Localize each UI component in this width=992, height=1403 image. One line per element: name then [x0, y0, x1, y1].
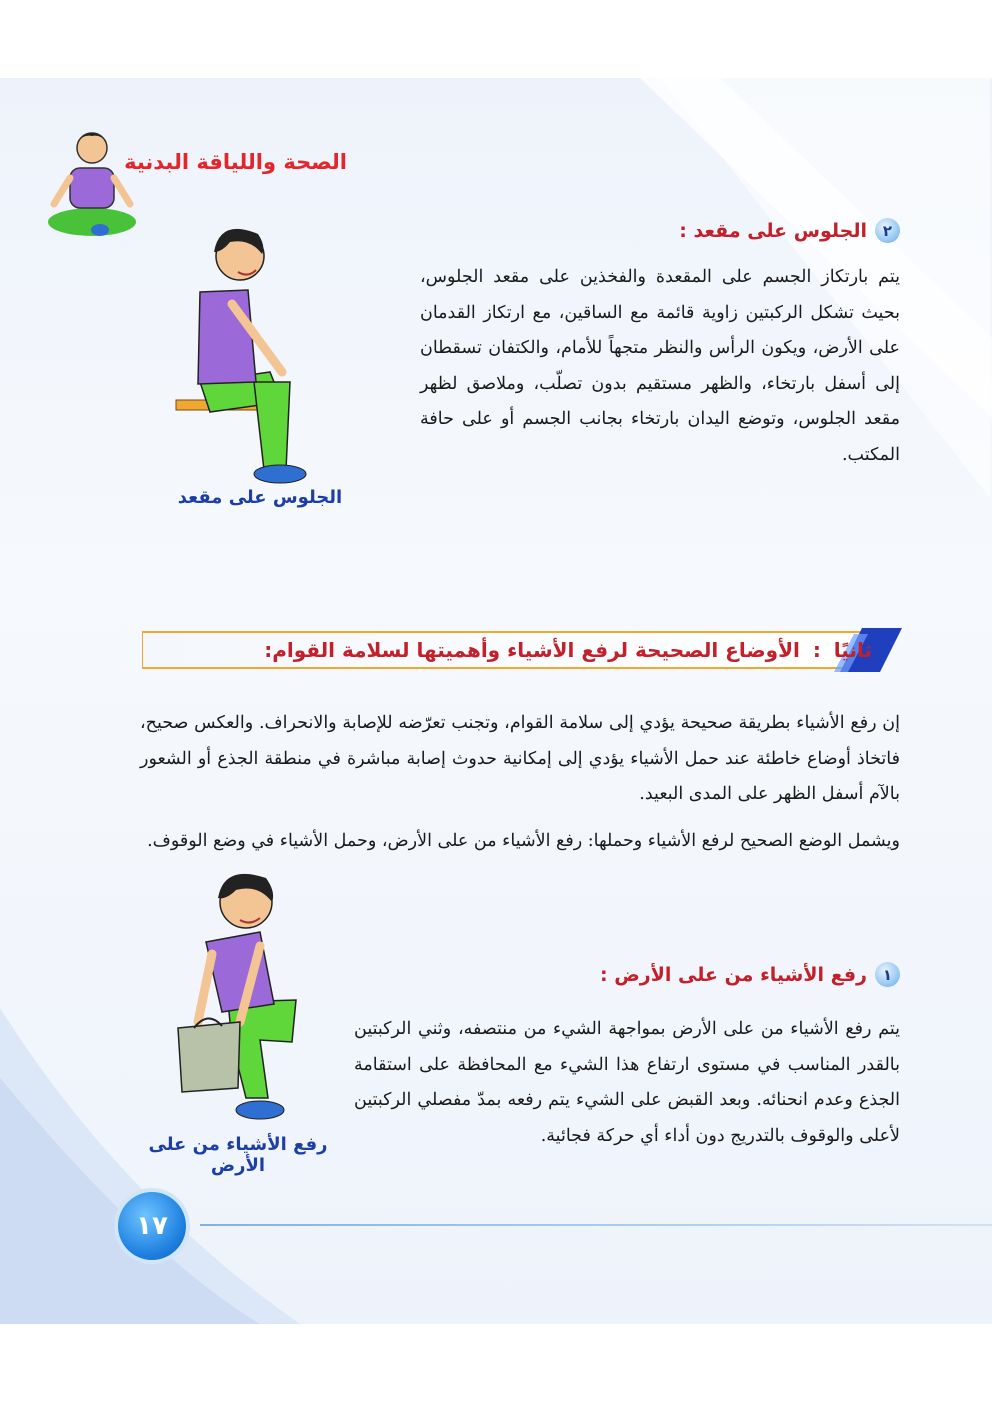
intro-paragraph-1: إن رفع الأشياء بطريقة صحيحة يؤدي إلى سلامة القوام، وتجنب تعرّضه للإصابة والانحراف. والعكس صحيح، فاتخاذ أوضاع خاطئة عند حمل الأشياء يؤدي إلى إمكانية حدوث إصابة مباشرة في منطقة الجذع أو الشعور بالآم أسفل الظهر على المدى البعيد. [140, 713, 900, 804]
banner-label: ثانيًا [833, 638, 872, 662]
chapter-title: الصحة واللياقة البدنية [124, 150, 347, 174]
banner-separator: : [812, 638, 821, 662]
section1-paragraph: يتم رفع الأشياء من على الأرض بمواجهة الشيء من منتصفه، وثني الركبتين بالقدر المناسب في مستوى ارتفاع هذا الشيء مع المحافظة على استقامة الجذع وعدم انحنائه. وبعد القبض على الشيء يتم رفعه بمدّ مفصلي الركبتين لأعلى والوقوف بالتدريج دون أداء أي حركة فجائية. [354, 1019, 900, 1146]
section2-heading [679, 218, 900, 243]
section2-caption: الجلوس على مقعد [177, 487, 343, 508]
banner-heading [264, 638, 872, 662]
sitting-on-chair-illustration [170, 212, 330, 490]
sitting-boy-logo [42, 118, 142, 246]
section1-title: رفع الأشياء من على الأرض : [600, 963, 867, 986]
section2-title: الجلوس على مقعد : [679, 219, 867, 242]
section1-number-badge: ١ [875, 962, 900, 987]
section2-number-badge: ٢ [875, 218, 900, 243]
intro-paragraph-2: ويشمل الوضع الصحيح لرفع الأشياء وحملها: رفع الأشياء من على الأرض، وحمل الأشياء في وضع الوقوف. [147, 831, 900, 851]
lifting-object-illustration [168, 862, 308, 1132]
section2-paragraph: يتم بارتكاز الجسم على المقعدة والفخذين على مقعد الجلوس، بحيث تشكل الركبتين زاوية قائمة مع الساقين، مع ارتكاز القدمان على الأرض، ويكون الرأس والنظر متجهاً للأمام، والكتفان تسقطان إلى أسفل بارتخاء، والظهر مستقيم بدون تصلّب، وملاصق لظهر مقعد الجلوس، وتوضع اليدان بارتخاء بجانب الجسم أو على حافة المكتب. [420, 267, 900, 465]
banner-title: الأوضاع الصحيحة لرفع الأشياء وأهميتها لسلامة القوام: [264, 638, 800, 662]
section1-heading [600, 962, 900, 987]
page-number-badge: ١٧ [118, 1192, 186, 1260]
footer-rule [200, 1224, 992, 1226]
section1-caption: رفع الأشياء من على الأرض [148, 1134, 328, 1176]
